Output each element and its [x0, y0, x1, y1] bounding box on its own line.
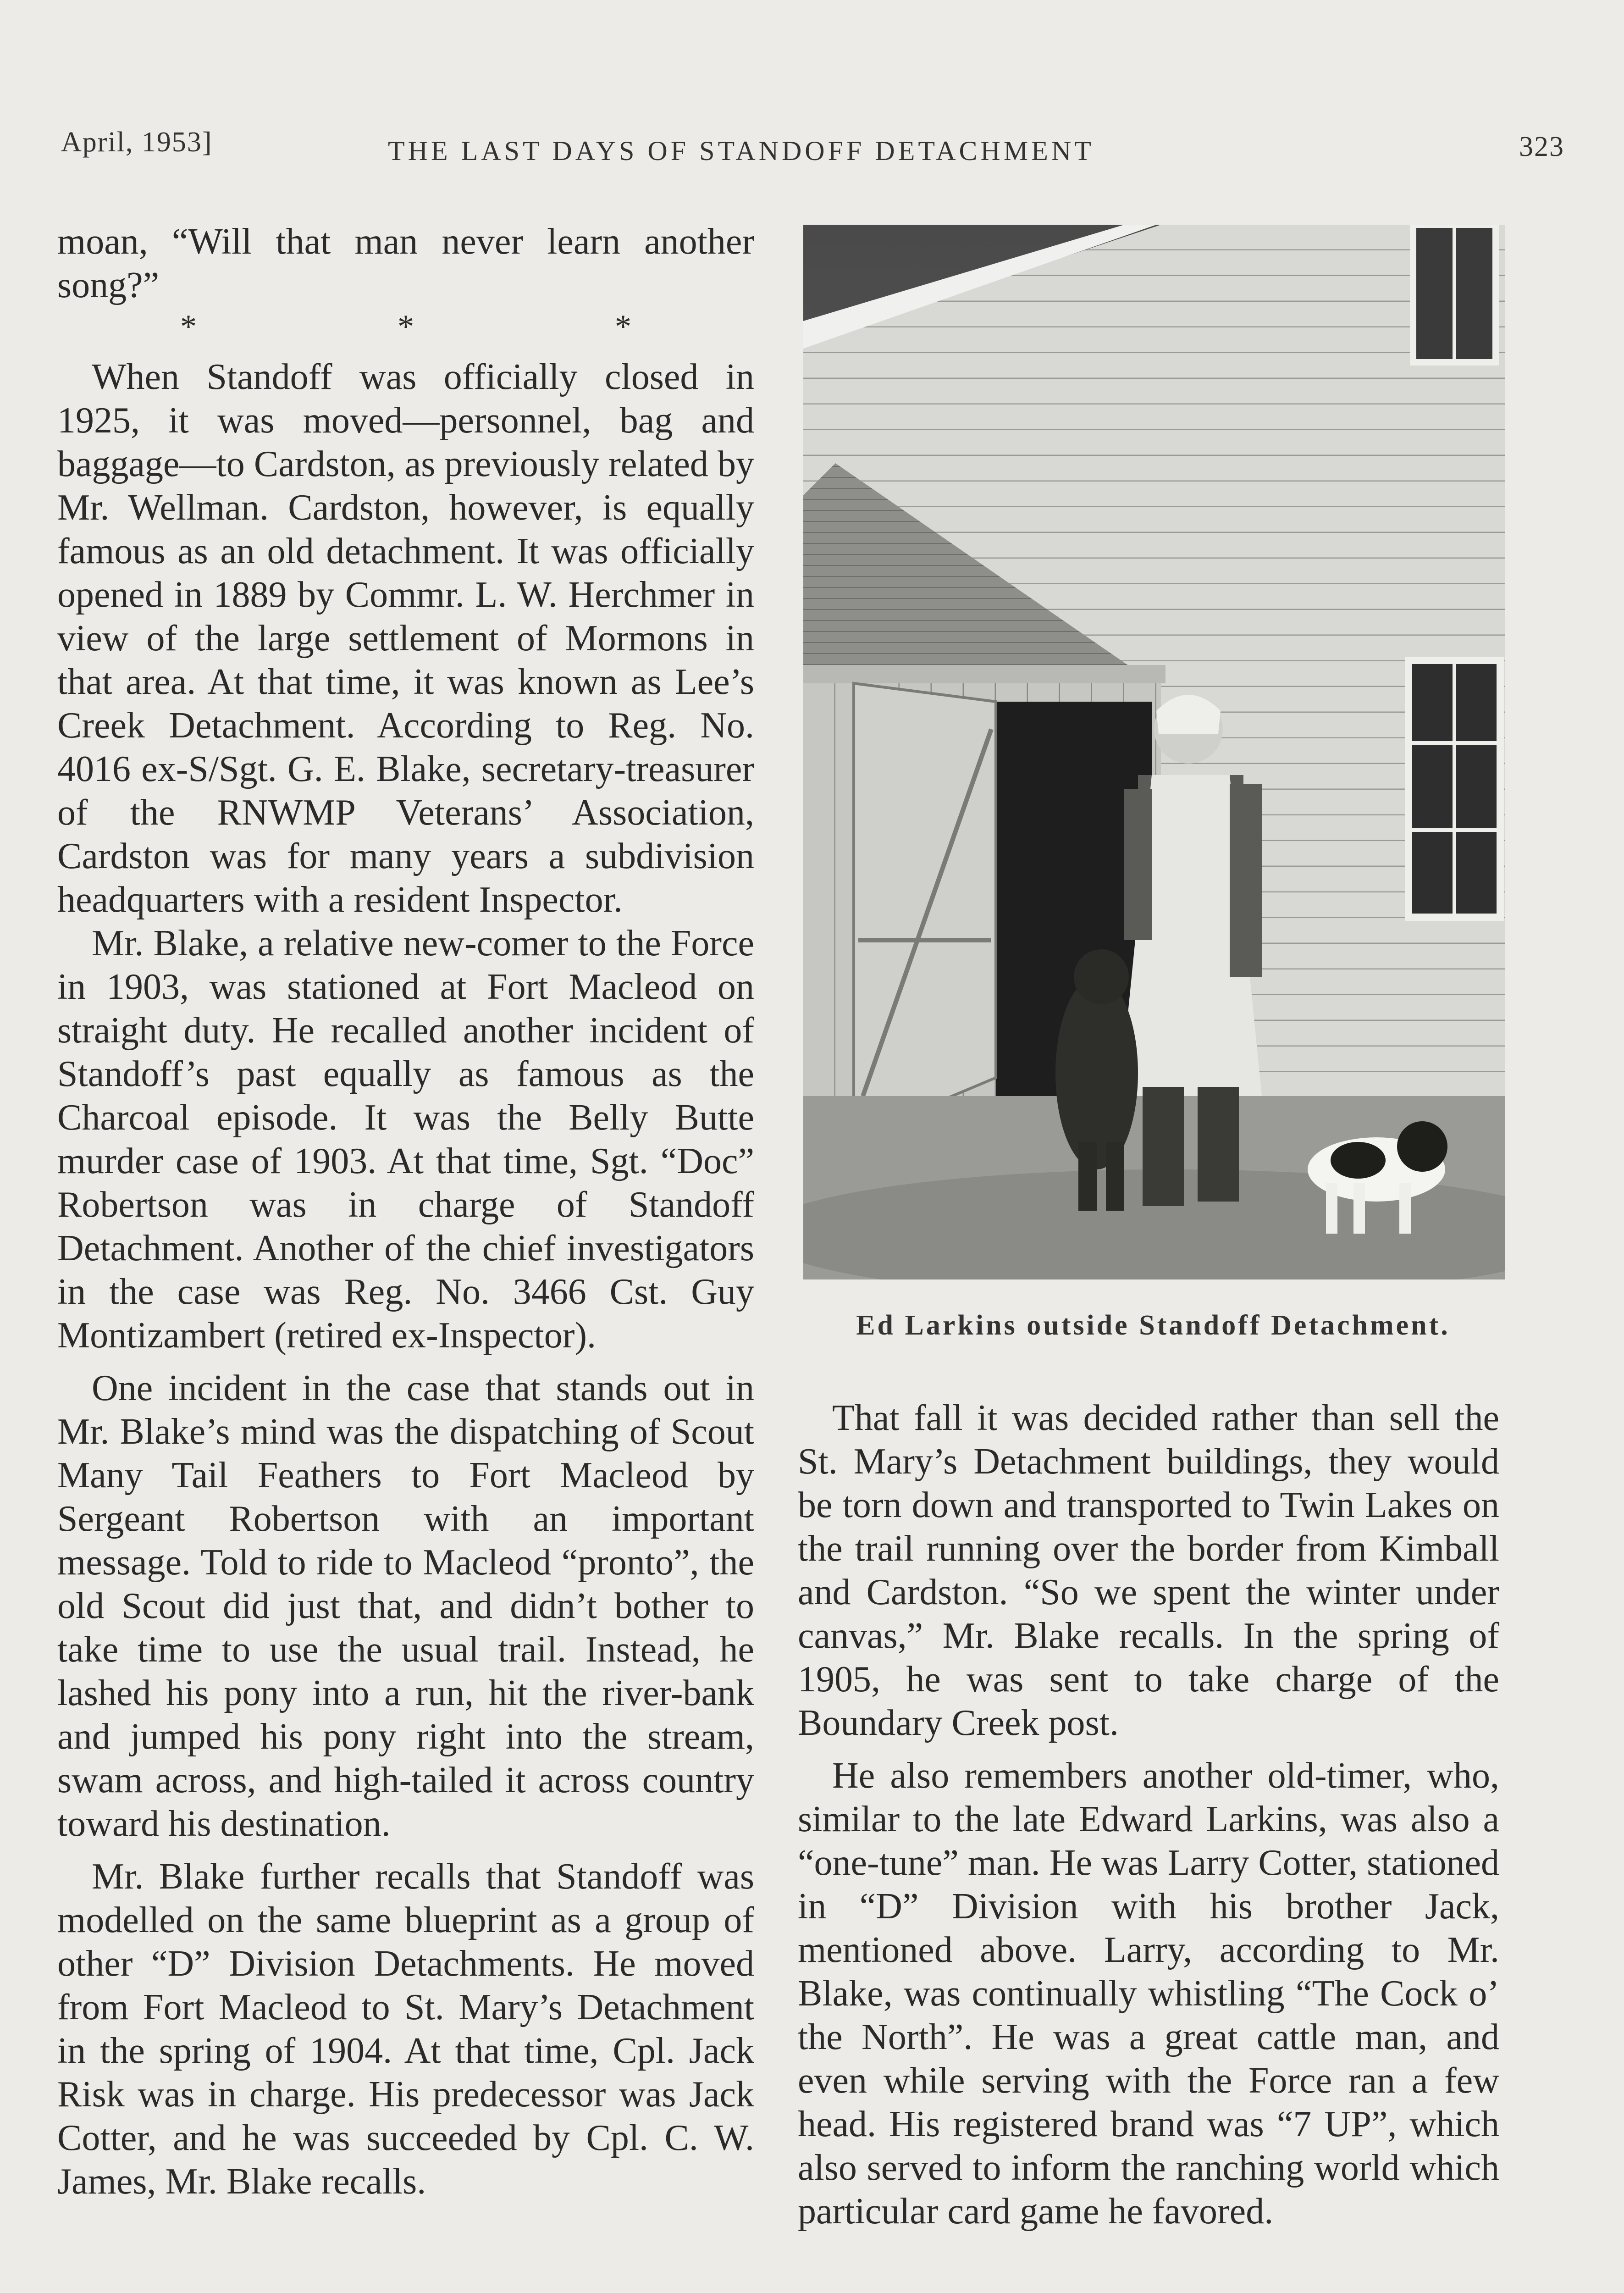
paragraph: moan, “Will that man never learn another song?” [57, 222, 754, 305]
running-title: THE LAST DAYS OF STANDOFF DETACHMENT [388, 136, 1094, 166]
paragraph: Mr. Blake further recalls that Standoff was modelled on the same blueprint as a group of other “D” Division Detachments. He moved from Fort Macleod to St. Mary’s Detachment in the spring of 1904. At that time, Cpl. Jack Risk was in charge. His predecessor was Jack Cotter, and he was succeeded by Cpl. C. W. James, Mr. Blake recalls. [57, 1856, 754, 2202]
left-column [57, 220, 754, 2204]
photograph [803, 225, 1505, 1279]
paragraph: When Standoff was officially closed in 1925, it was moved—personnel, bag and baggage—to Cardston, as previously related by Mr. Wellman. Cardston, however, is equally famous as an old detachment. It was officially opened in 1889 by Commr. L. W. Herchmer in view of the large settlement of Mormons in that area. At that time, it was known as Lee’s Creek Detachment. According to Reg. No. 4016 ex-S/Sgt. G. E. Blake, secretary-treasurer of the RNWMP Veterans’ Association, Cardston was for many years a subdivision headquarters with a resident Inspector. [57, 357, 754, 920]
page-header [61, 126, 1624, 177]
section-break: * * * [180, 308, 728, 345]
photo-caption: Ed Larkins outside Standoff Detachment. [856, 1310, 1450, 1341]
paragraph: One incident in the case that stands out in Mr. Blake’s mind was the dispatching of Scout Many Tail Feathers to Fort Macleod by Sergeant Robertson with an important message. Told to ride to Macleod “pronto”, the old Scout did just that, and didn’t bother to take time to use the usual trail. Instead, he lashed his pony into a run, hit the river-bank and jumped his pony right into the stream, swam across, and high-tailed it across country toward his destination. [57, 1368, 754, 1844]
paragraph: He also remembers another old-timer, who, similar to the late Edward Larkins, was also a “one-tune” man. He was Larry Cotter, stationed in “D” Division with his brother Jack, mentioned above. Larry, according to Mr. Blake, was continually whistling “The Cock o’ the North”. He was a great cattle man, and even while serving with the Force ran a few head. His registered brand was “7 UP”, which also served to inform the ranching world which particular card game he favored. [798, 1756, 1499, 2232]
paragraph: That fall it was decided rather than sell the St. Mary’s Detachment buildings, they would be torn down and transported to Twin Lakes on the trail running over the border from Kimball and Cardston. “So we spent the winter under canvas,” Mr. Blake recalls. In the spring of 1905, he was sent to take charge of the Boundary Creek post. [798, 1398, 1499, 1743]
page-number: 323 [1519, 131, 1564, 162]
issue-date: April, 1953] [61, 127, 213, 158]
paragraph: Mr. Blake, a relative new-comer to the Force in 1903, was stationed at Fort Macleod on straight duty. He recalled another incident of Standoff’s past equally as famous as the Charcoal episode. It was the Belly Butte murder case of 1903. At that time, Sgt. “Doc” Robertson was in charge of Standoff Detachment. Another of the chief investigators in the case was Reg. No. 3466 Cst. Guy Montizambert (retired ex-Inspector). [57, 923, 754, 1356]
right-column [798, 1396, 1499, 2233]
